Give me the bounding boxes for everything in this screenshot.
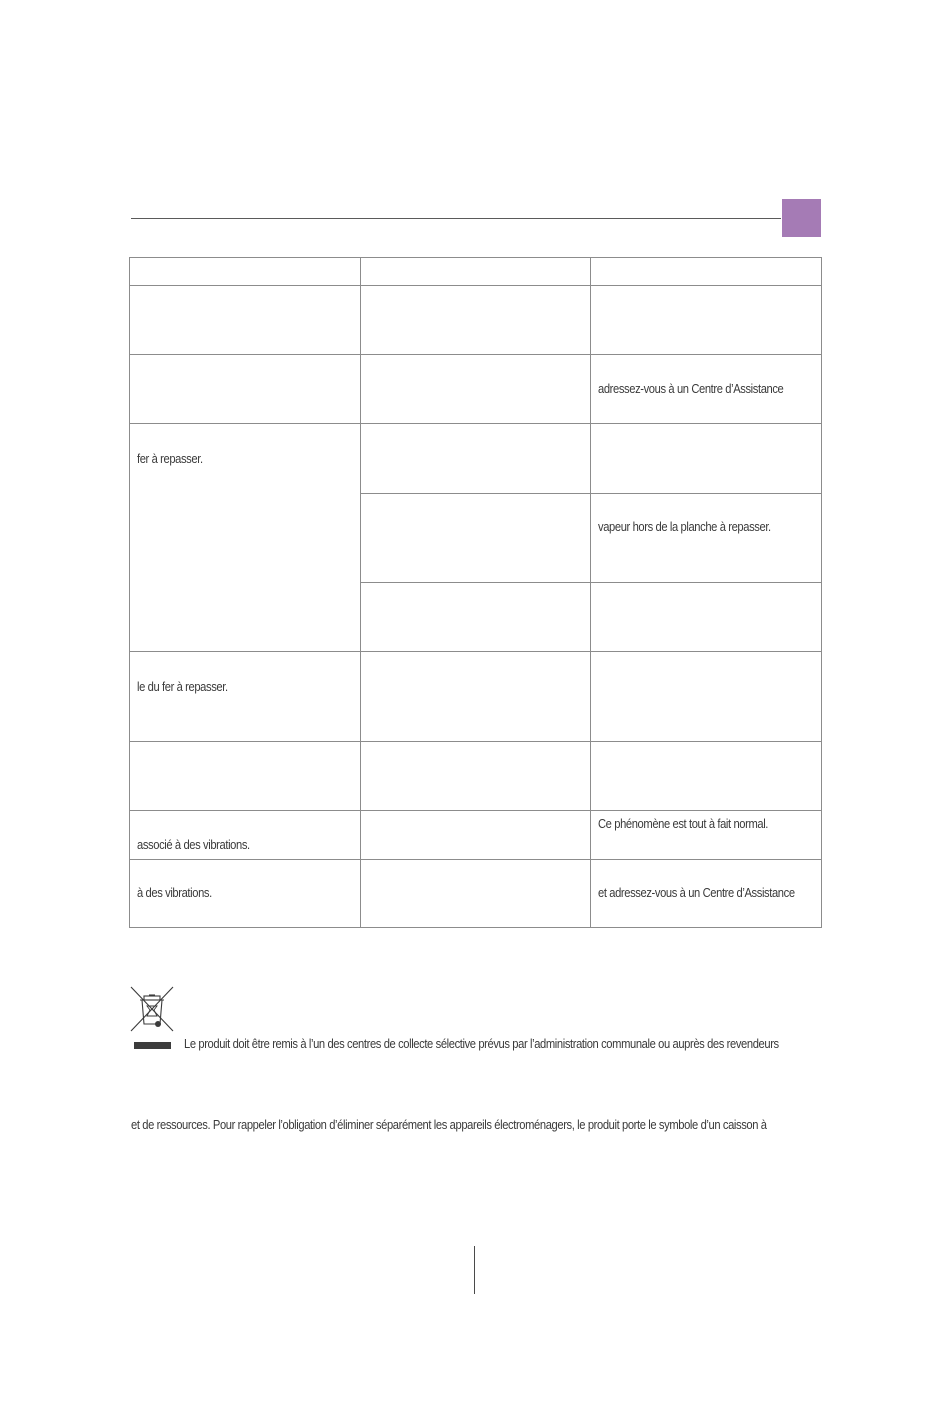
row-divider <box>130 741 821 742</box>
table-cell-text: adressez-vous à un Centre d’Assistance <box>598 381 784 396</box>
header-rule <box>131 218 781 219</box>
crossed-out-wheelie-bin-icon <box>130 986 174 1032</box>
column-divider <box>360 258 361 927</box>
row-divider <box>130 810 821 811</box>
disposal-text-line: Le produit doit être remis à l’un des centres de collecte sélective prévus par l’administration communale ou auprès des revendeurs <box>184 1036 779 1051</box>
table-cell-text: et adressez-vous à un Centre d’Assistance <box>598 885 795 900</box>
disposal-text-line: et de ressources. Pour rappeler l’obligation d’éliminer séparément les appareils électroménagers, le produit porte le symbole d’un caisson à <box>131 1117 767 1132</box>
section-color-tab <box>782 199 821 237</box>
weee-symbol-bar <box>134 1042 171 1049</box>
page-divider <box>474 1246 475 1294</box>
troubleshooting-table <box>129 257 822 928</box>
column-divider <box>590 258 591 927</box>
row-divider <box>130 354 821 355</box>
row-divider <box>360 493 821 494</box>
row-divider <box>130 859 821 860</box>
table-cell-text: Ce phénomène est tout à fait normal. <box>598 816 769 831</box>
table-cell-text: associé à des vibrations. <box>137 837 250 852</box>
row-divider <box>130 285 821 286</box>
row-divider <box>130 423 821 424</box>
row-divider <box>360 582 821 583</box>
row-divider <box>130 651 821 652</box>
table-cell-text: le du fer à repasser. <box>137 679 228 694</box>
table-cell-text: vapeur hors de la planche à repasser. <box>598 519 771 534</box>
table-cell-text: fer à repasser. <box>137 451 203 466</box>
table-cell-text: à des vibrations. <box>137 885 212 900</box>
